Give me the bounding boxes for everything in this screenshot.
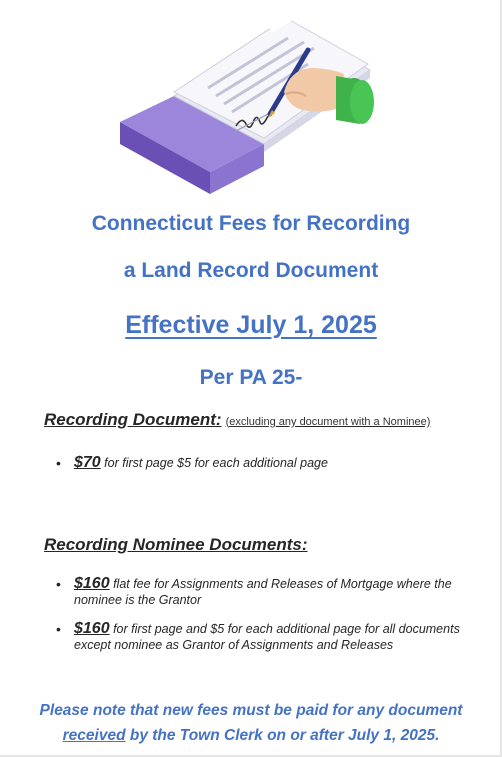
- bullet-icon: •: [56, 621, 61, 637]
- footer-note-line-2: [0, 727, 502, 745]
- received-emphasis: received: [62, 727, 126, 744]
- signing-document-icon: [118, 4, 380, 196]
- fee-description: flat fee for Assignments and Releases of Mortgage where the nominee is the Grantor: [74, 577, 452, 607]
- fee-description: for first page $5 for each additional page: [100, 456, 328, 470]
- fee-amount: $70: [74, 454, 101, 471]
- fee-item-nominee-flat: [56, 576, 476, 608]
- recording-document-title: Recording Document:: [44, 410, 222, 429]
- effective-date-heading: Effective July 1, 2025: [125, 311, 377, 339]
- nominee-section-title: Recording Nominee Documents:: [44, 535, 308, 554]
- footer-note-line-1: Please note that new fees must be paid for any document: [39, 702, 463, 719]
- fee-amount: $160: [74, 575, 110, 592]
- fee-amount: $160: [74, 620, 110, 637]
- bullet-icon: •: [56, 576, 61, 592]
- fee-item-nominee-per-page: [56, 621, 476, 653]
- recording-document-section: [44, 410, 430, 430]
- recording-note: (excluding any document with a Nominee): [225, 416, 431, 428]
- public-act-heading: Per PA 25-: [199, 366, 303, 389]
- fee-description: for first page and $5 for each additional page for all documents except nominee as Grantor of Assignments and Releases: [74, 622, 460, 652]
- heading-line-1: Connecticut Fees for Recording: [91, 212, 411, 235]
- bullet-icon: •: [56, 455, 61, 471]
- fee-item-recording: [56, 455, 476, 471]
- heading-line-2: a Land Record Document: [123, 259, 379, 282]
- footer-note-rest: by the Town Clerk on or after July 1, 2025.: [125, 727, 440, 744]
